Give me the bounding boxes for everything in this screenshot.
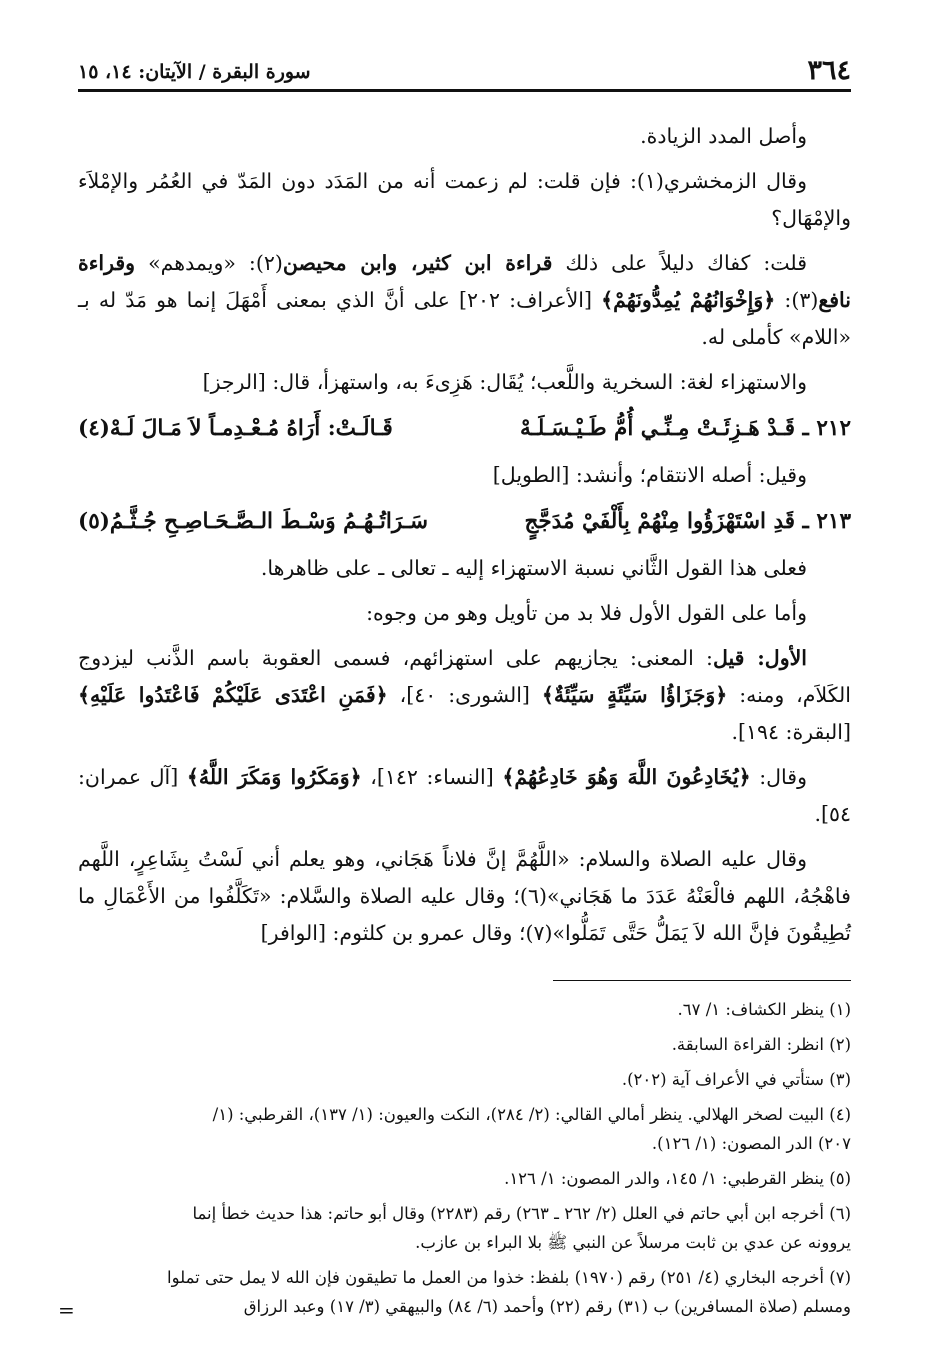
verse-213-second-hemistich: سَـرَاتُـهُـمُ وَسْـطَ الـصَّـحَـاصِـحِ جُـثَّـمُ(٥) <box>78 509 429 534</box>
footnote-separator <box>553 980 851 981</box>
page-number: ٣٦٤ <box>807 55 851 86</box>
running-header <box>78 54 851 88</box>
main-text <box>78 118 851 960</box>
continuation-mark: = <box>58 1298 75 1322</box>
footnote-7-line-2: ومسلم (صلاة المسافرين) ب (٣١) رقم (٢٢) وأحمد (٦/ ٨٤) والبيهقي (٣/ ١٧) وعبد الرزاق <box>243 1297 851 1316</box>
footnotes <box>78 995 851 1327</box>
verse-213-first-hemistich: ٢١٣ ـ قَدِ اسْتَهْزَؤُوا مِنْهُمْ بِأَلْفَيْ مُدَجَّجٍ <box>524 509 851 534</box>
footnote-4 <box>78 1100 851 1158</box>
footnote-4-line-2: ٢٠٧) الدر المصون: (١/ ١٢٦). <box>651 1134 851 1153</box>
poetry-verse-213 <box>78 502 851 542</box>
paragraph-8 <box>78 640 851 751</box>
paragraph-1: وأصل المدد الزيادة. <box>640 124 807 148</box>
paragraph-10: وقال عليه الصلاة والسلام: «اللَّهُمَّ إنَّ فلاناً هَجَاني، وهو يعلم أني لَسْتُ بِشَاعِرٍ، اللَّهم فاهْجُهُ، اللهم فالْعَنْهُ عَدَدَ ما هَجَاني»(٦)؛ وقال عليه الصلاة والسَّلام: «تَكَلَّفُوا من الأَعْمَالِ ما تُطِيقُونَ فإنَّ الله لاَ يَمَلُّ حَتَّى تَمَلُّوا»(٧)؛ وقال عمرو بن كلثوم: [الوافر] <box>78 847 851 945</box>
footnote-6-line-2: يروونه عن عدي بن ثابت مرسلاً عن النبي ﷺ بلا البراء بن عازب. <box>415 1233 851 1252</box>
p8-heading: الأول: قيل <box>712 646 807 670</box>
footnote-3: (٣) ستأتي في الأعراف آية (٢٠٢). <box>621 1070 851 1089</box>
quran-quote: ﴿وَإِخْوَانُهُمْ يُمِدُّونَهُمْ﴾ <box>601 288 776 312</box>
p3-readers-1: قراءة ابن كثير، وابن محيصن <box>282 251 553 275</box>
p3-text-a: قلت: كفاك دليلاً على ذلك <box>552 251 807 275</box>
footnote-1: (١) ينظر الكشاف: ١/ ٦٧. <box>677 1000 851 1019</box>
footnote-7 <box>78 1263 851 1321</box>
paragraph-5: وقيل: أصله الانتقام؛ وأنشد: [الطويل] <box>492 463 807 487</box>
quran-quote: ﴿فَمَنِ اعْتَدَى عَلَيْكُمْ فَاعْتَدُوا عَلَيْهِ﴾ <box>78 683 388 707</box>
paragraph-6: فعلى هذا القول الثَّاني نسبة الاستهزاء إليه ـ تعالى ـ على ظاهرها. <box>260 556 807 580</box>
p8-ref-d: [الشورى: ٤٠]، <box>387 683 542 707</box>
paragraph-2: وقال الزمخشري(١): فإن قلت: لم زعمت أنه من المَدَد دون المَدّ في العُمُر والإمْلاَء والإمْهَال؟ <box>78 169 851 230</box>
paragraph-9 <box>78 759 851 833</box>
verse-212-first-hemistich: ٢١٢ ـ قَـدْ هَـزِئَـتْ مِـنِّـي أُمُّ طَـيْـسَـلَـهْ <box>519 416 851 441</box>
footnote-6 <box>78 1199 851 1257</box>
paragraph-3 <box>78 245 851 356</box>
footnote-5: (٥) ينظر القرطبي: ١/ ١٤٥، والدر المصون: ١/ ١٢٦. <box>504 1169 851 1188</box>
p9-ref-c: [النساء: ١٤٢]، <box>361 765 503 789</box>
p3-readers-2: وقراءة نافع <box>78 251 851 312</box>
quran-quote: ﴿يُخَادِعُونَ اللَّهَ وَهُوَ خَادِعُهُمْ﴾ <box>502 765 751 789</box>
footnote-6-line-1: (٦) أخرجه ابن أبي حاتم في العلل (٢/ ٢٦٢ ـ ٢٦٣) رقم (٢٢٨٣) وقال أبو حاتم: هذا حديث خطأ إنما <box>192 1204 851 1223</box>
header-title: سورة البقرة / الآيتان: ١٤، ١٥ <box>78 61 311 83</box>
p8-ref-f: [البقرة: ١٩٤]. <box>731 720 851 744</box>
paragraph-7: وأما على القول الأول فلا بد من تأويل وهو من وجوه: <box>366 601 807 625</box>
verse-212-second-hemistich: قَـالَـتْ: أَرَاهُ مُـعْـدِمـاً لاَ مَـالَ لَـهْ(٤) <box>78 416 393 441</box>
header-rule <box>78 89 851 92</box>
poetry-verse-212 <box>78 409 851 449</box>
quran-quote: ﴿وَمَكَرُوا وَمَكَرَ اللَّهُ﴾ <box>186 765 362 789</box>
p9-ref-e: [آل عمران: ٥٤]. <box>78 765 851 826</box>
p3-text-g: [الأعراف: ٢٠٢] على أنَّ الذي بمعنى أَمْهَلَ إنما هو مَدّ له بـ «اللام» كأملى له. <box>78 288 851 349</box>
footnote-4-line-1: (٤) البيت لصخر الهلالي. ينظر أمالي القالي: (٢/ ٢٨٤)، النكت والعيون: (١/ ١٣٧)، القرطبي: (١/ <box>212 1105 851 1124</box>
p3-text-c: (٢): «ويمدهم» <box>135 251 283 275</box>
quran-quote: ﴿وَجَزَاؤُا سَيِّئَةٍ سَيِّئَةٌ﴾ <box>541 683 728 707</box>
p8-text-b: : المعنى: يجازيهم على استهزائهم، فسمى العقوبة باسم الذَّنب ليزدوج الكَلاَم، ومنه: <box>78 646 851 707</box>
p9-text-a: وقال: <box>750 765 807 789</box>
paragraph-4: والاستهزاء لغة: السخرية واللَّعب؛ يُقَال: هَزِىءَ به، واستهزأ، قال: [الرجز] <box>202 370 807 394</box>
footnote-7-line-1: (٧) أخرجه البخاري (٤/ ٢٥١) رقم (١٩٧٠) بلفظ: خذوا من العمل ما تطيقون فإن الله لا يمل حتى تملوا <box>167 1268 851 1287</box>
p3-text-e: (٣): <box>775 288 819 312</box>
footnote-2: (٢) انظر: القراءة السابقة. <box>671 1035 851 1054</box>
